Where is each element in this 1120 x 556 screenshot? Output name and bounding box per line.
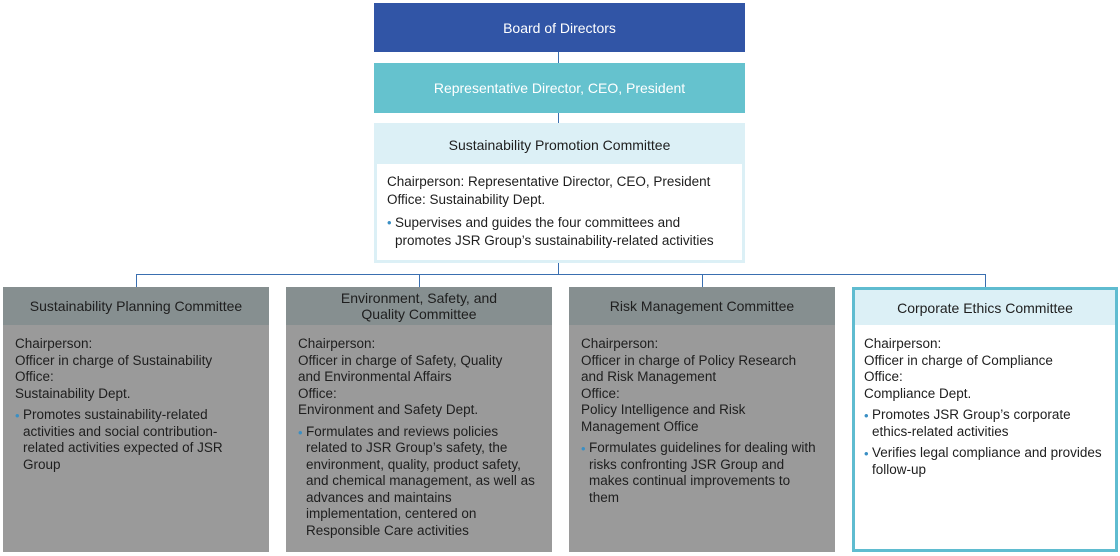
corporate-ethics-committee-box: [852, 287, 1118, 552]
risk-management-committee-box: [569, 287, 835, 552]
sustainability-promotion-committee-box: [374, 123, 745, 263]
committee-chair: Officer in charge of Safety, Quality and Environmental Affairs: [298, 352, 503, 384]
committee-office-label: Office:: [864, 369, 903, 384]
committee-bullet-text: Promotes sustainability-related activities and social contribution-related activities expected of JSR Group: [23, 407, 223, 472]
committee-bullet: [864, 445, 1103, 478]
bullet-dot-icon: •: [387, 215, 392, 230]
committee-office-label: Office:: [581, 385, 620, 401]
committee-title: Corporate Ethics Committee: [855, 290, 1115, 325]
committee-title: [286, 287, 552, 325]
promotion-title: Sustainability Promotion Committee: [377, 126, 742, 164]
committee-office-label: Office:: [298, 385, 337, 401]
committee-office: Sustainability Dept.: [15, 385, 131, 401]
promotion-bullet: [387, 214, 732, 250]
committee-chair: Officer in charge of Sustainability: [15, 352, 213, 368]
committee-chair-label: Chairperson:: [298, 336, 376, 351]
committee-office-label: Office:: [15, 369, 54, 384]
environment-safety-quality-committee-box: [286, 287, 552, 552]
bullet-dot-icon: •: [864, 446, 869, 461]
committee-bullet: [298, 424, 540, 540]
bullet-dot-icon: •: [864, 408, 869, 423]
committee-title-text: Environment, Safety, and Quality Committee: [340, 290, 498, 322]
committee-bullet-text: Formulates and reviews policies related to JSR Group’s safety, the environment, quality, product safety, and chemical management, as well as advances and maintains implementation, centered on Responsible Care activities: [306, 423, 535, 538]
committee-chair-label: Chairperson:: [15, 336, 93, 351]
connector-bus: [136, 274, 986, 275]
bullet-dot-icon: •: [581, 441, 586, 456]
connector-drop-3: [702, 274, 703, 287]
committee-office: Environment and Safety Dept.: [298, 402, 479, 417]
committee-office: Compliance Dept.: [864, 385, 972, 401]
connector-drop-2: [419, 274, 420, 287]
committee-bullet: [581, 440, 823, 506]
ceo-box: [374, 63, 745, 113]
committee-chair-label: Chairperson:: [864, 336, 942, 351]
promotion-bullet-text: Supervises and guides the four committees and promotes JSR Group’s sustainability-related activities: [395, 215, 714, 248]
committee-bullet-text: Formulates guidelines for dealing with risks confronting JSR Group and makes continual improvements to them: [589, 440, 816, 505]
committee-title: Sustainability Planning Committee: [3, 287, 269, 325]
board-of-directors-box: [374, 3, 745, 52]
connector-drop-1: [136, 274, 137, 287]
committee-bullet-text: Promotes JSR Group’s corporate ethics-related activities: [872, 407, 1071, 439]
ceo-label: Representative Director, CEO, President: [433, 80, 686, 96]
committee-office: Policy Intelligence and Risk Management Office: [581, 402, 746, 434]
board-label: Board of Directors: [503, 19, 616, 36]
promotion-chair: Chairperson: Representative Director, CEO, President: [387, 174, 711, 189]
committee-chair: Officer in charge of Policy Research and Risk Management: [581, 352, 797, 384]
committee-chair: Officer in charge of Compliance: [864, 352, 1053, 368]
committee-title: Risk Management Committee: [569, 287, 835, 325]
committee-chair-label: Chairperson:: [581, 336, 659, 351]
connector-board-ceo: [558, 52, 559, 63]
bullet-dot-icon: •: [15, 408, 20, 423]
sustainability-planning-committee-box: [3, 287, 269, 552]
committee-bullet-text: Verifies legal compliance and provides follow-up: [872, 445, 1102, 477]
connector-ceo-promotion: [558, 113, 559, 123]
promotion-office: Office: Sustainability Dept.: [387, 192, 546, 207]
bullet-dot-icon: •: [298, 424, 303, 440]
committee-bullet: [15, 407, 257, 473]
connector-drop-4: [985, 274, 986, 287]
committee-bullet: [864, 407, 1103, 440]
